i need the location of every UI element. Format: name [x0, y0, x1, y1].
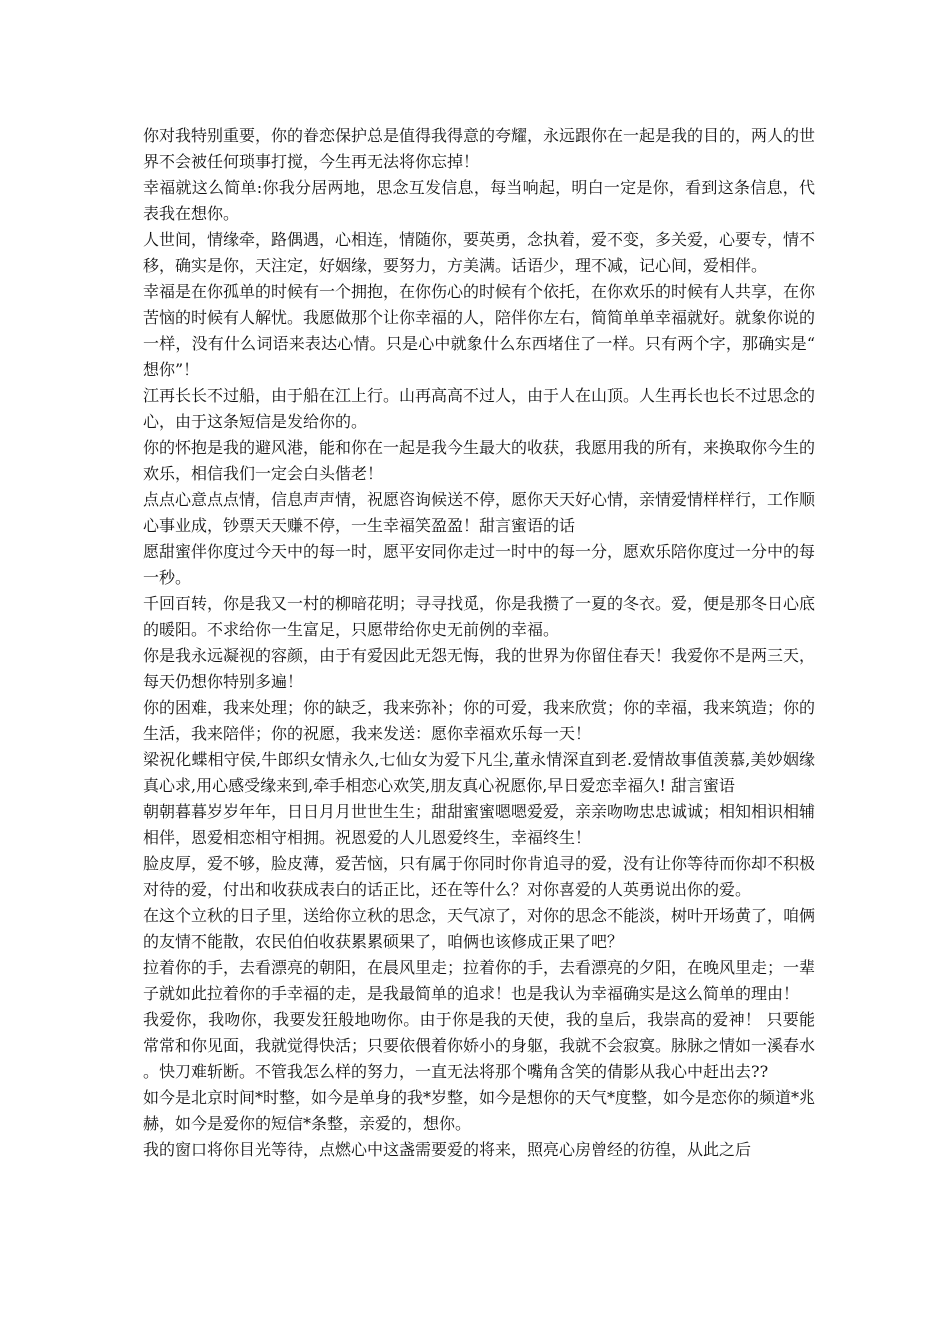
paragraph-2: 幸福就这么简单:你我分居两地，思念互发信息，每当响起，明白一定是你，看到这条信息，代表我在想你。	[143, 178, 815, 223]
paragraph-11: 你的困难，我来处理；你的缺乏，我来弥补；你的可爱，我来欣赏；你的幸福，我来筑造；你的生活，我来陪伴；你的祝愿，我来发送：愿你幸福欢乐每一天！	[143, 698, 816, 743]
paragraph-15: 在这个立秋的日子里，送给你立秋的思念，天气凉了，对你的思念不能淡，树叶开场黄了，咱俩的友情不能散，农民伯伯收获累累硕果了，咱俩也该修成正果了吧？	[143, 906, 816, 951]
paragraph-17: 我爱你，我吻你，我要发狂般地吻你。由于你是我的天使，我的皇后，我崇高的爱神！ 只要能常常和你见面，我就觉得快活；只要依偎着你娇小的身躯，我就不会寂寞。脉脉之情如一溪春水。快刀难斩断。不管我怎么样的努力，一直无法将那个嘴角含笑的倩影从我心中赶出去??	[143, 1010, 816, 1081]
paragraph-18: 如今是北京时间*时整，如今是单身的我*岁整，如今是想你的天气*度整，如今是恋你的频道*兆赫，如今是爱你的短信*条整，亲爱的，想你。	[143, 1088, 816, 1133]
paragraph-10: 你是我永远凝视的容颜，由于有爱因此无怨无悔，我的世界为你留住春天！我爱你不是两三天，每天仍想你特别多遍！	[143, 646, 816, 691]
paragraph-12: 梁祝化蝶相守侯,牛郎织女情永久,七仙女为爱下凡尘,董永情深直到老.爱情故事值羡慕,美妙姻缘真心求,用心感受缘来到,牵手相恋心欢笑,朋友真心祝愿你,早日爱恋幸福久! 甜言蜜语	[143, 750, 815, 795]
paragraph-6: 你的怀抱是我的避风港，能和你在一起是我今生最大的收获，我愿用我的所有，来换取你今生的欢乐，相信我们一定会白头偕老！	[143, 438, 816, 483]
paragraph-19: 我的窗口将你目光等待，点燃心中这盏需要爱的将来，照亮心房曾经的彷徨，从此之后	[143, 1140, 752, 1159]
paragraph-3: 人世间，情缘牵，路偶遇，心相连，情随你，要英勇，念执着，爱不变，多关爱，心要专，情不移，确实是你，天注定，好姻缘，要努力，方美满。话语少，理不减，记心间，爱相伴。	[143, 230, 816, 275]
paragraph-16: 拉着你的手，去看漂亮的朝阳，在晨风里走；拉着你的手，去看漂亮的夕阳，在晚风里走；一辈子就如此拉着你的手幸福的走，是我最简单的追求！也是我认为幸福确实是这么简单的理由！	[143, 958, 816, 1003]
document-page	[143, 123, 815, 1163]
paragraph-8: 愿甜蜜伴你度过今天中的每一时，愿平安同你走过一时中的每一分，愿欢乐陪你度过一分中的每一秒。	[143, 542, 816, 587]
paragraph-14: 脸皮厚，爱不够，脸皮薄，爱苦恼，只有属于你同时你肯追寻的爱，没有让你等待而你却不积极对待的爱，付出和收获成表白的话正比，还在等什么？对你喜爱的人英勇说出你的爱。	[143, 854, 816, 899]
paragraph-1: 你对我特别重要，你的眷恋保护总是值得我得意的夸耀，永远跟你在一起是我的目的，两人的世界不会被任何琐事打搅，今生再无法将你忘掉！	[143, 126, 816, 171]
paragraph-7: 点点心意点点情，信息声声情，祝愿咨询候送不停，愿你天天好心情，亲情爱情样样行，工作顺心事业成，钞票天天赚不停，一生幸福笑盈盈！甜言蜜语的话	[143, 490, 816, 535]
paragraph-13: 朝朝暮暮岁岁年年，日日月月世世生生；甜甜蜜蜜嗯嗯爱爱，亲亲吻吻忠忠诚诚；相知相识相辅相伴，恩爱相恋相守相拥。祝恩爱的人儿恩爱终生，幸福终生！	[143, 802, 816, 847]
paragraph-9: 千回百转，你是我又一村的柳暗花明；寻寻找觅，你是我攒了一夏的冬衣。爱，便是那冬日心底的暖阳。不求给你一生富足，只愿带给你史无前例的幸福。	[143, 594, 816, 639]
paragraph-4: 幸福是在你孤单的时候有一个拥抱，在你伤心的时候有个依托，在你欢乐的时候有人共享，在你苦恼的时候有人解忧。我愿做那个让你幸福的人，陪伴你左右，简简单单幸福就好。就象你说的一样，没有什么词语来表达心情。只是心中就象什么东西堵住了一样。只有两个字，那确实是“想你”！	[143, 282, 816, 379]
paragraph-5: 江再长长不过船，由于船在江上行。山再高高不过人，由于人在山顶。人生再长也长不过思念的心，由于这条短信是发给你的。	[143, 386, 816, 431]
